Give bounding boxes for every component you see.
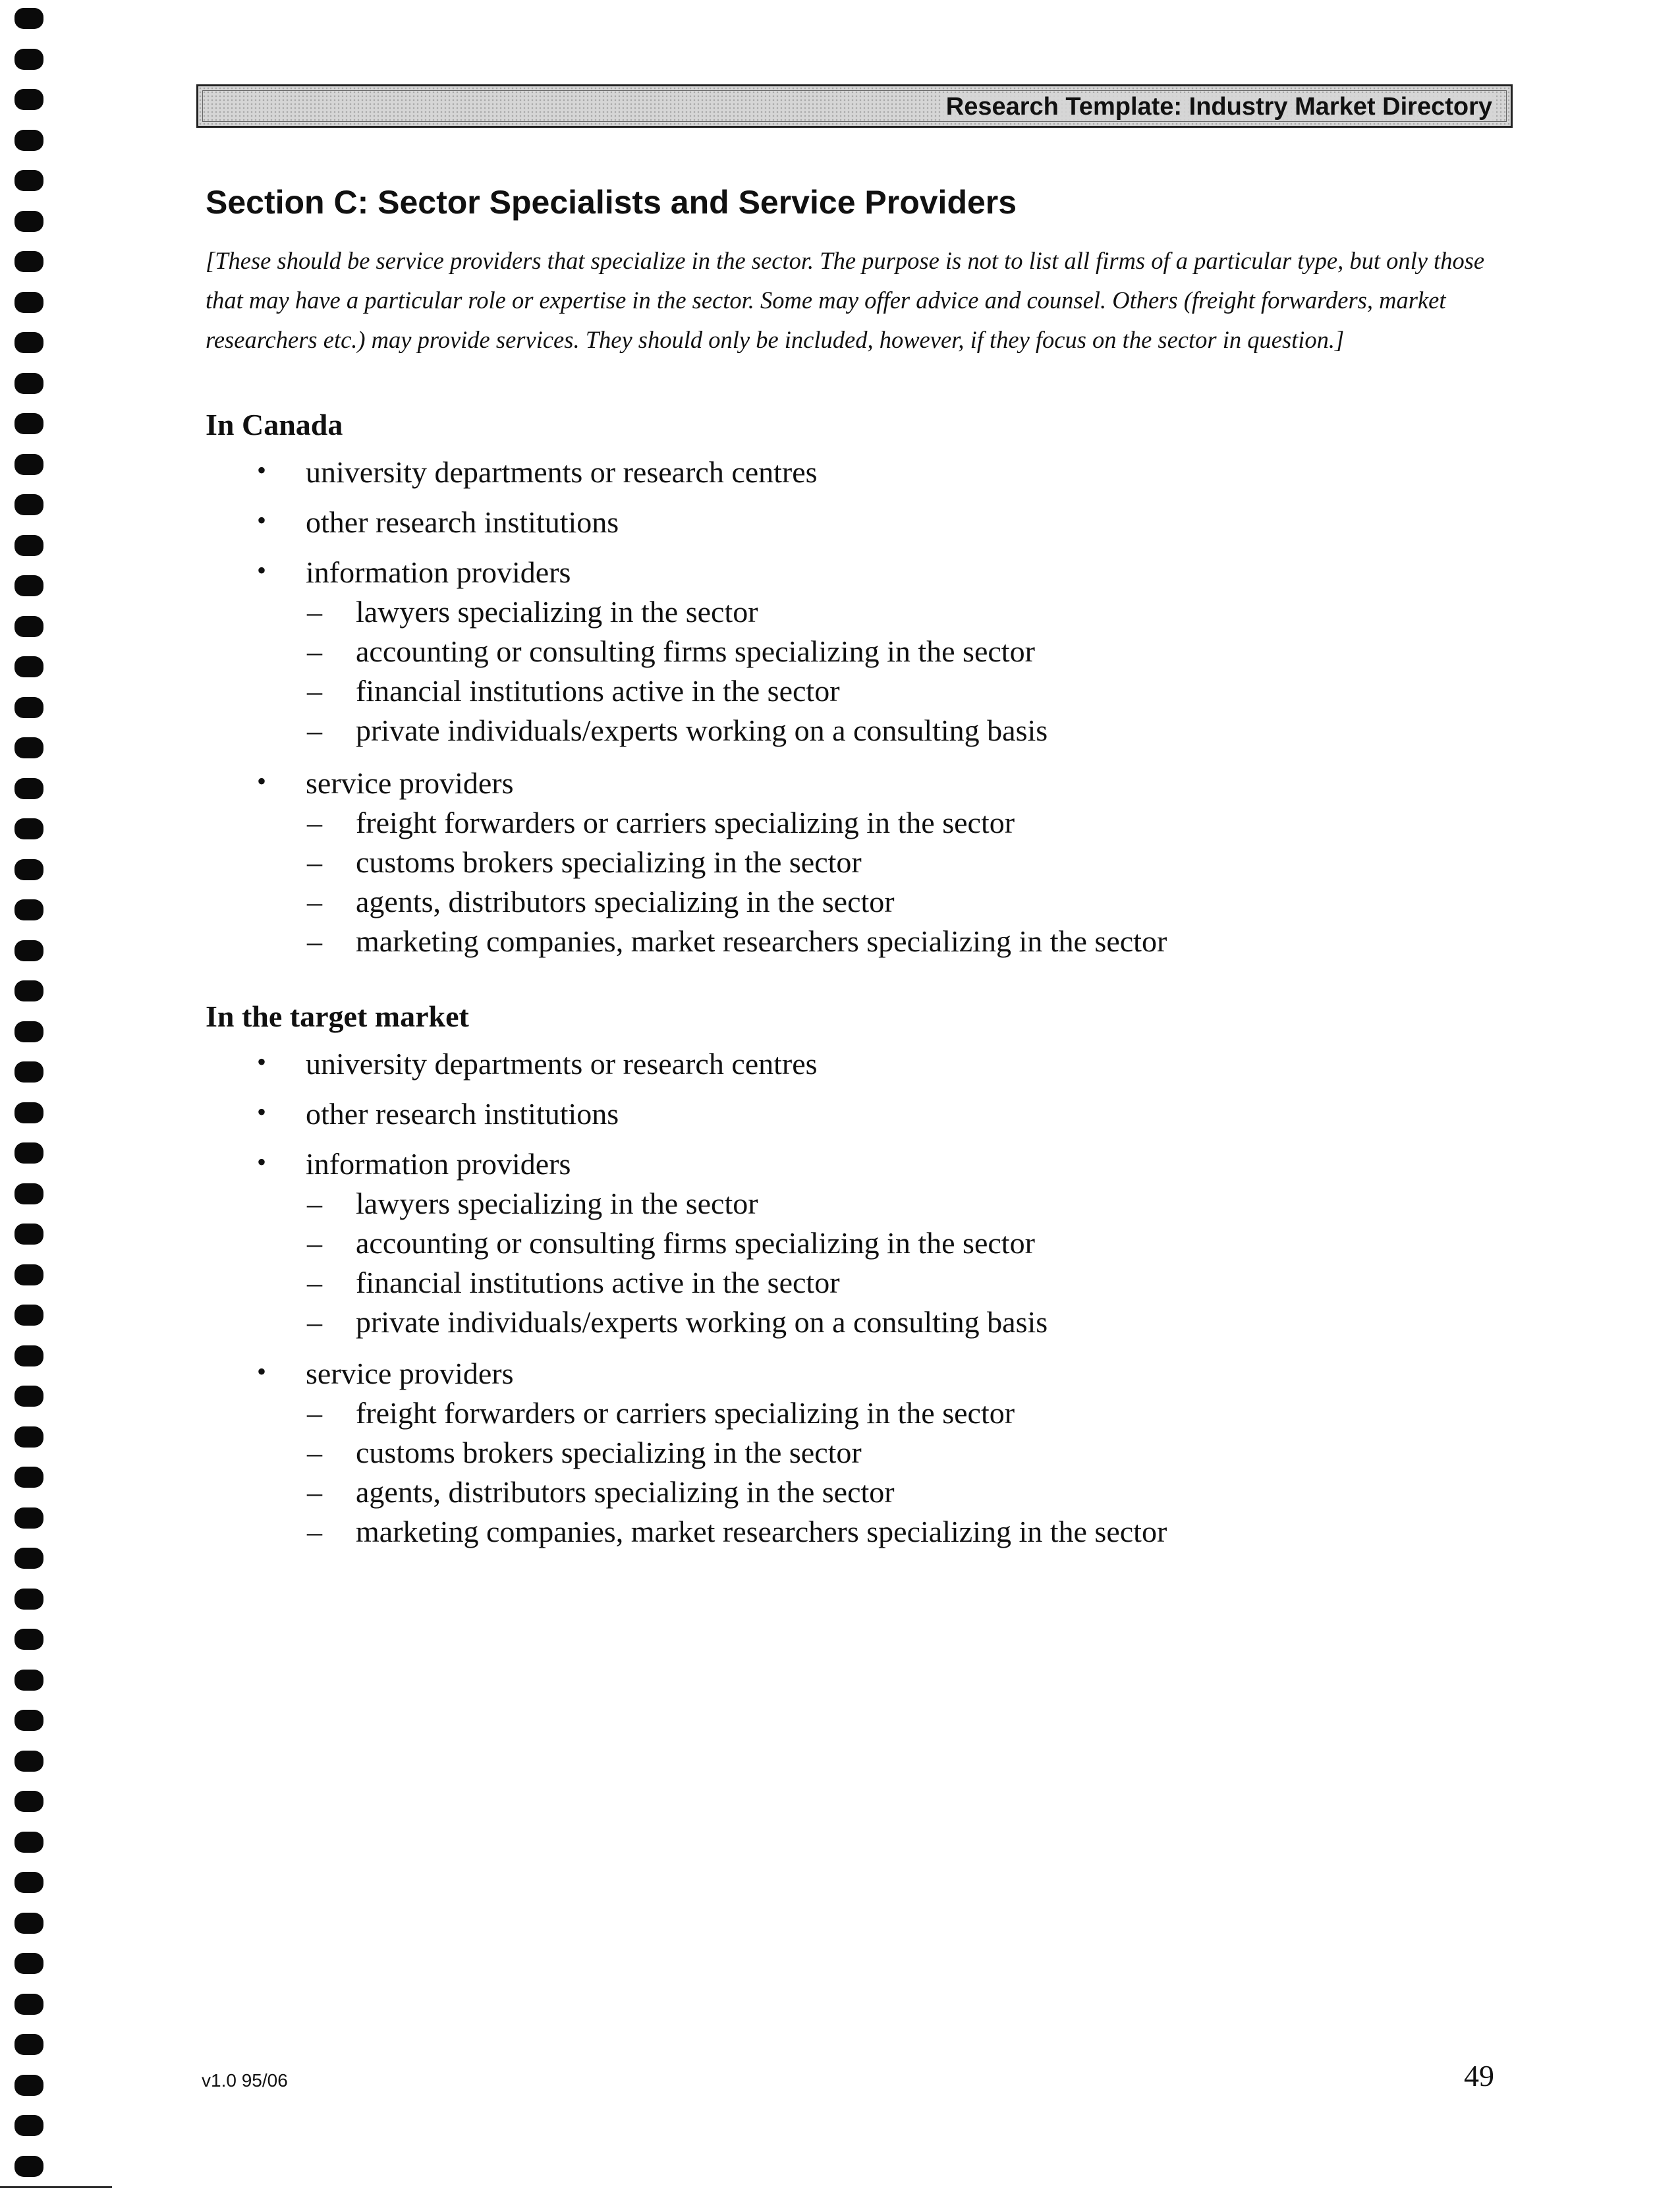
binding-hole xyxy=(14,980,43,1001)
binding-hole xyxy=(14,2115,43,2136)
sub-list-item-label: customs brokers specializing in the sector xyxy=(356,845,862,879)
dash-icon: – xyxy=(307,1436,322,1469)
dash-icon: – xyxy=(307,845,322,879)
binding-hole xyxy=(14,1953,43,1974)
binding-hole xyxy=(14,1629,43,1650)
binding-hole xyxy=(14,1467,43,1488)
binding-hole xyxy=(14,494,43,515)
binding-hole xyxy=(14,251,43,272)
dash-icon: – xyxy=(307,634,322,668)
binding-hole xyxy=(14,1345,43,1366)
bullet-icon: • xyxy=(257,1047,267,1077)
list-item-label: other research institutions xyxy=(306,1097,619,1131)
binding-hole xyxy=(14,1670,43,1691)
bullet-icon: • xyxy=(257,766,267,796)
binding-hole xyxy=(14,373,43,394)
binding-hole xyxy=(14,2075,43,2096)
sub-list-item-label: financial institutions active in the sector xyxy=(356,1266,840,1299)
binding-hole xyxy=(14,1791,43,1812)
binding-hole xyxy=(14,130,43,151)
sub-list-item-label: lawyers specializing in the sector xyxy=(356,1187,758,1220)
dash-icon: – xyxy=(307,1226,322,1260)
sub-list-item-label: marketing companies, market researchers specializing in the sector xyxy=(356,924,1167,958)
binding-hole xyxy=(14,454,43,475)
dash-icon: – xyxy=(307,1396,322,1430)
footer-version: v1.0 95/06 xyxy=(202,2070,288,2091)
bottom-rule xyxy=(0,2186,112,2188)
binding-hole xyxy=(14,1832,43,1853)
list-item-label: university departments or research centres xyxy=(306,455,818,489)
dash-icon: – xyxy=(307,674,322,708)
dash-icon: – xyxy=(307,1515,322,1548)
section-note: [These should be service providers that specialize in the sector. The purpose is not to list all firms of a particular type, but only those that may have a particular role or expertise in the sector. Some may offer advice and counsel. Others (freight forwarders, market researchers etc.) may provide services. They should only be included, however, if they focus on the sector in question.] xyxy=(206,247,1485,353)
dash-icon: – xyxy=(307,595,322,629)
sub-list-item-label: freight forwarders or carriers specializing in the sector xyxy=(356,1396,1015,1430)
binding-hole xyxy=(14,1102,43,1123)
bullet-icon: • xyxy=(257,1357,267,1386)
binding-hole xyxy=(14,818,43,839)
binding-hole xyxy=(14,1183,43,1204)
binding-hole xyxy=(14,940,43,961)
binding-hole xyxy=(14,697,43,718)
binding-hole xyxy=(14,332,43,353)
sub-list-item-label: agents, distributors specializing in the sector xyxy=(356,1475,895,1509)
binding-hole xyxy=(14,49,43,70)
sub-list-item-label: private individuals/experts working on a consulting basis xyxy=(356,1305,1048,1339)
sub-list-item-label: customs brokers specializing in the sector xyxy=(356,1436,862,1469)
dash-icon: – xyxy=(307,714,322,747)
sub-list-item-label: accounting or consulting firms specializing in the sector xyxy=(356,1226,1035,1260)
list-item-label: university departments or research centres xyxy=(306,1047,818,1081)
binding-hole xyxy=(14,1710,43,1731)
binding-hole xyxy=(14,1142,43,1164)
dash-icon: – xyxy=(307,1305,322,1339)
binding-hole xyxy=(14,2034,43,2055)
binding-hole xyxy=(14,89,43,110)
dash-icon: – xyxy=(307,924,322,958)
list-item-label: other research institutions xyxy=(306,505,619,539)
binding-hole xyxy=(14,1994,43,2015)
binding-hole xyxy=(14,1751,43,1772)
binding-hole xyxy=(14,737,43,758)
spiral-binding xyxy=(14,0,47,2196)
binding-hole xyxy=(14,1507,43,1529)
binding-hole xyxy=(14,1589,43,1610)
page-number: 49 xyxy=(1464,2059,1494,2093)
binding-hole xyxy=(14,616,43,637)
dash-icon: – xyxy=(307,885,322,918)
binding-hole xyxy=(14,413,43,434)
section-title: Section C: Sector Specialists and Service Providers xyxy=(206,184,1017,221)
binding-hole xyxy=(14,859,43,880)
bullet-icon: • xyxy=(257,1147,267,1177)
sub-list-item-label: lawyers specializing in the sector xyxy=(356,595,758,629)
sub-list-item-label: accounting or consulting firms specializing in the sector xyxy=(356,634,1035,668)
sub-list-item-label: private individuals/experts working on a consulting basis xyxy=(356,714,1048,747)
binding-hole xyxy=(14,778,43,799)
binding-hole xyxy=(14,899,43,920)
group-heading-target-market: In the target market xyxy=(206,999,469,1033)
list-item-label: service providers xyxy=(306,766,514,800)
binding-hole xyxy=(14,1264,43,1285)
list-item-label: information providers xyxy=(306,1147,571,1181)
binding-hole xyxy=(14,1386,43,1407)
dash-icon: – xyxy=(307,806,322,839)
dash-icon: – xyxy=(307,1266,322,1299)
bullet-icon: • xyxy=(257,1097,267,1127)
binding-hole xyxy=(14,1548,43,1569)
binding-hole xyxy=(14,1305,43,1326)
dash-icon: – xyxy=(307,1187,322,1220)
binding-hole xyxy=(14,656,43,677)
list-item-label: service providers xyxy=(306,1357,514,1390)
binding-hole xyxy=(14,211,43,232)
bullet-icon: • xyxy=(257,555,267,585)
sub-list-item-label: agents, distributors specializing in the sector xyxy=(356,885,895,918)
binding-hole xyxy=(14,1426,43,1448)
binding-hole xyxy=(14,1061,43,1083)
binding-hole xyxy=(14,1872,43,1893)
binding-hole xyxy=(14,292,43,313)
binding-hole xyxy=(14,1224,43,1245)
dash-icon: – xyxy=(307,1475,322,1509)
sub-list-item-label: financial institutions active in the sector xyxy=(356,674,840,708)
bullet-icon: • xyxy=(257,455,267,485)
sub-list-item-label: marketing companies, market researchers specializing in the sector xyxy=(356,1515,1167,1548)
binding-hole xyxy=(14,575,43,596)
sub-list-item-label: freight forwarders or carriers specializing in the sector xyxy=(356,806,1015,839)
header-banner xyxy=(196,84,1513,128)
header-title: Research Template: Industry Market Directory xyxy=(942,93,1496,121)
binding-hole xyxy=(14,2156,43,2177)
group-heading-canada: In Canada xyxy=(206,408,343,441)
binding-hole xyxy=(14,535,43,556)
binding-hole xyxy=(14,1913,43,1934)
list-item-label: information providers xyxy=(306,555,571,589)
binding-hole xyxy=(14,1021,43,1042)
binding-hole xyxy=(14,8,43,29)
binding-hole xyxy=(14,170,43,191)
bullet-icon: • xyxy=(257,505,267,535)
